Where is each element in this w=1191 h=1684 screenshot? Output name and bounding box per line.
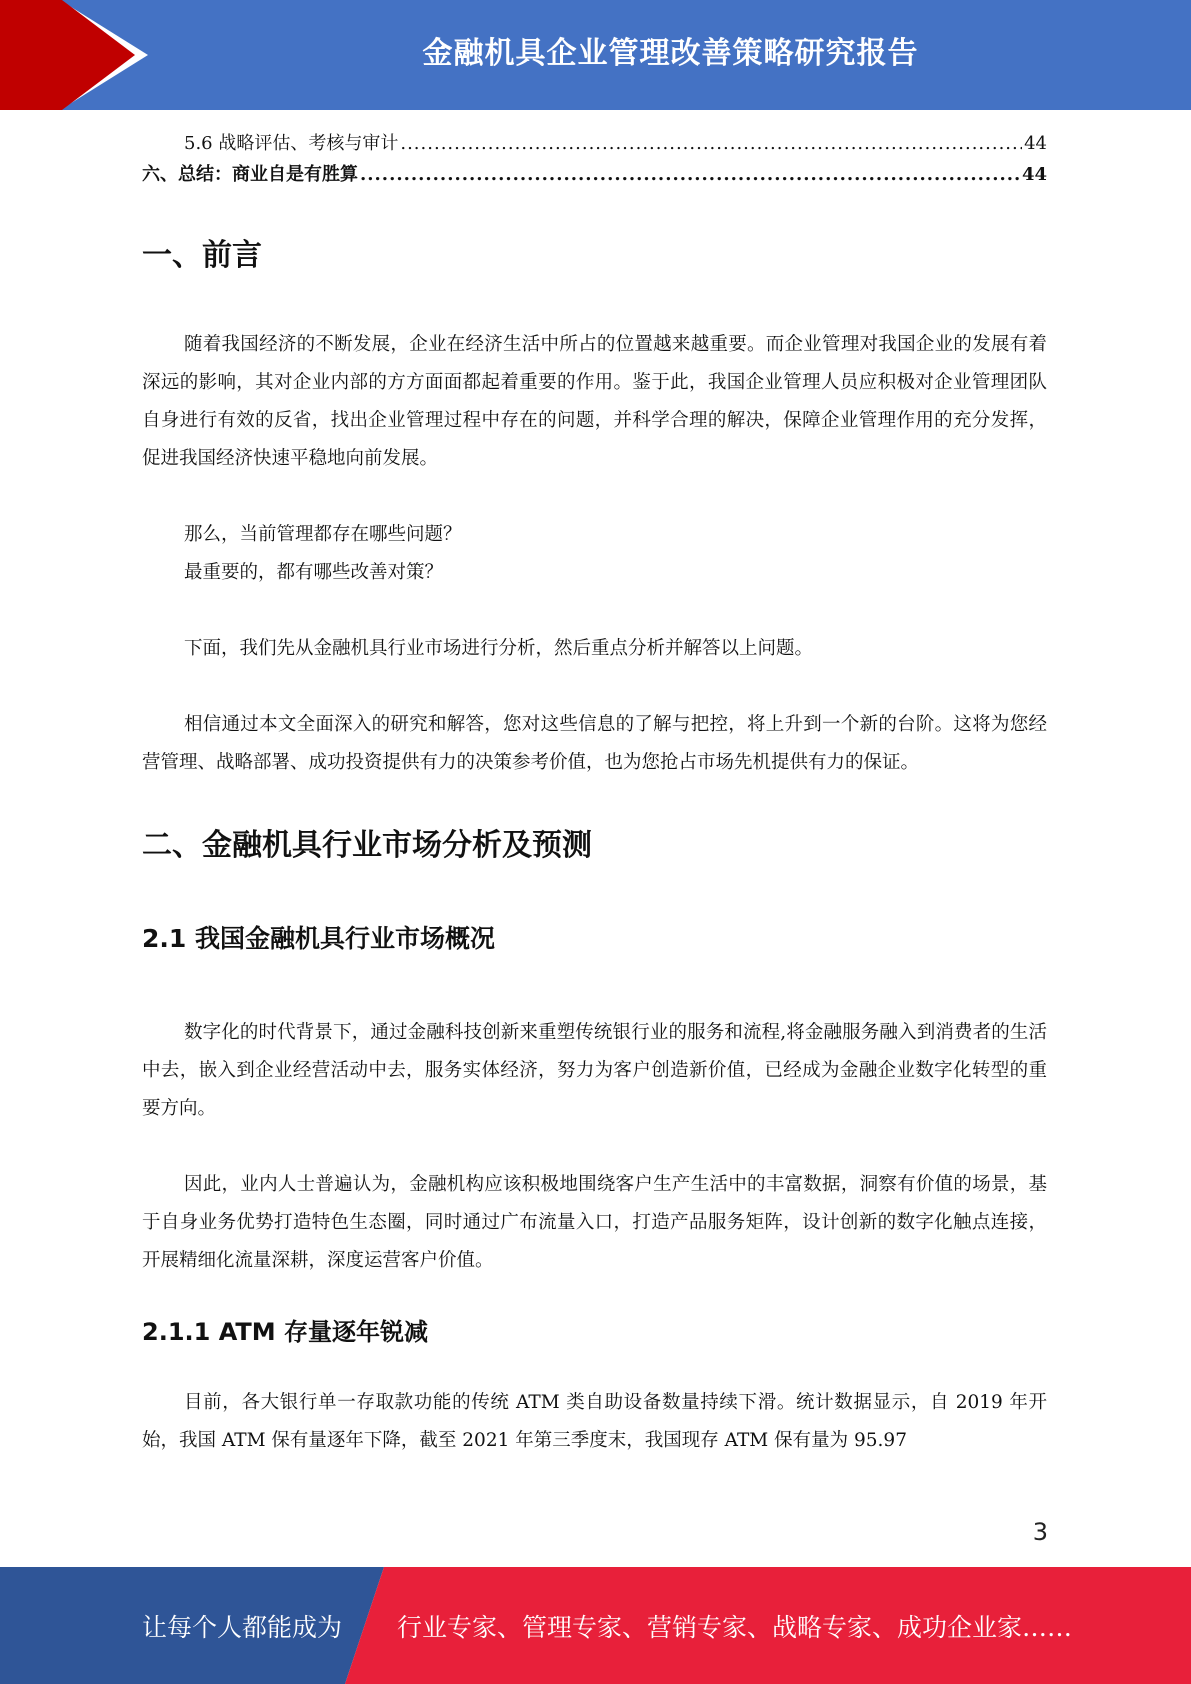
page-header bbox=[0, 0, 1191, 110]
paragraph: 随着我国经济的不断发展，企业在经济生活中所占的位置越来越重要。而企业管理对我国企业的发展有着深远的影响，其对企业内部的方方面面都起着重要的作用。鉴于此，我国企业管理人员应积极对企业管理团队自身进行有效的反省，找出企业管理过程中存在的问题，并科学合理的解决，保障企业管理作用的充分发挥，促进我国经济快速平稳地向前发展。 bbox=[142, 334, 1047, 469]
paragraph: 那么，当前管理都存在哪些问题？ bbox=[184, 524, 462, 545]
paragraph: 相信通过本文全面深入的研究和解答，您对这些信息的了解与把控，将上升到一个新的台阶。这将为您经营管理、战略部署、成功投资提供有力的决策参考价值，也为您抢占市场先机提供有力的保证。 bbox=[142, 714, 1047, 773]
footer-slogan-right: 行业专家、管理专家、营销专家、战略专家、成功企业家…… bbox=[397, 1612, 1073, 1642]
paragraph: 下面，我们先从金融机具行业市场进行分析，然后重点分析并解答以上问题。 bbox=[184, 638, 814, 659]
paragraph: 最重要的，都有哪些改善对策？ bbox=[184, 562, 444, 583]
subsubsection-heading: 2.1.1 ATM 存量逐年锐减 bbox=[142, 1318, 429, 1346]
page-number: 3 bbox=[1032, 1518, 1048, 1546]
toc-entry-page: 44 bbox=[1021, 164, 1047, 185]
toc-entry-page: 44 bbox=[1024, 133, 1047, 154]
section-heading-market: 二、金融机具行业市场分析及预测 bbox=[142, 828, 592, 863]
toc-entry[interactable] bbox=[142, 128, 1047, 159]
paragraph: 目前，各大银行单一存取款功能的传统 ATM 类自助设备数量持续下滑。统计数据显示，自 2019 年开始，我国 ATM 保有量逐年下降，截至 2021 年第三季度末，我国现存 ATM 保有量为 95.97 bbox=[142, 1392, 1047, 1451]
paragraph: 数字化的时代背景下，通过金融科技创新来重塑传统银行业的服务和流程,将金融服务融入到消费者的生活中去，嵌入到企业经营活动中去，服务实体经济，努力为客户创造新价值，已经成为金融企业数字化转型的重要方向。 bbox=[142, 1022, 1047, 1119]
subsection-heading: 2.1 我国金融机具行业市场概况 bbox=[142, 924, 495, 953]
section-heading-preface: 一、前言 bbox=[142, 238, 262, 273]
footer-slogan-left: 让每个人都能成为 bbox=[142, 1612, 343, 1642]
page-footer bbox=[0, 1567, 1191, 1684]
paragraph: 因此，业内人士普遍认为，金融机构应该积极地围绕客户生产生活中的丰富数据，洞察有价值的场景，基于自身业务优势打造特色生态圈，同时通过广布流量入口，打造产品服务矩阵，设计创新的数字化触点连接，开展精细化流量深耕，深度运营客户价值。 bbox=[142, 1174, 1047, 1271]
toc-entry[interactable] bbox=[142, 159, 1047, 190]
toc-leader-dots bbox=[360, 159, 1020, 190]
page-content bbox=[142, 128, 1047, 1460]
report-title: 金融机具企业管理改善策略研究报告 bbox=[422, 36, 919, 71]
toc-leader-dots bbox=[400, 128, 1022, 159]
toc-entry-label: 5.6 战略评估、考核与审计 bbox=[184, 133, 399, 154]
toc-entry-label: 六、总结：商业自是有胜算 bbox=[142, 164, 358, 185]
